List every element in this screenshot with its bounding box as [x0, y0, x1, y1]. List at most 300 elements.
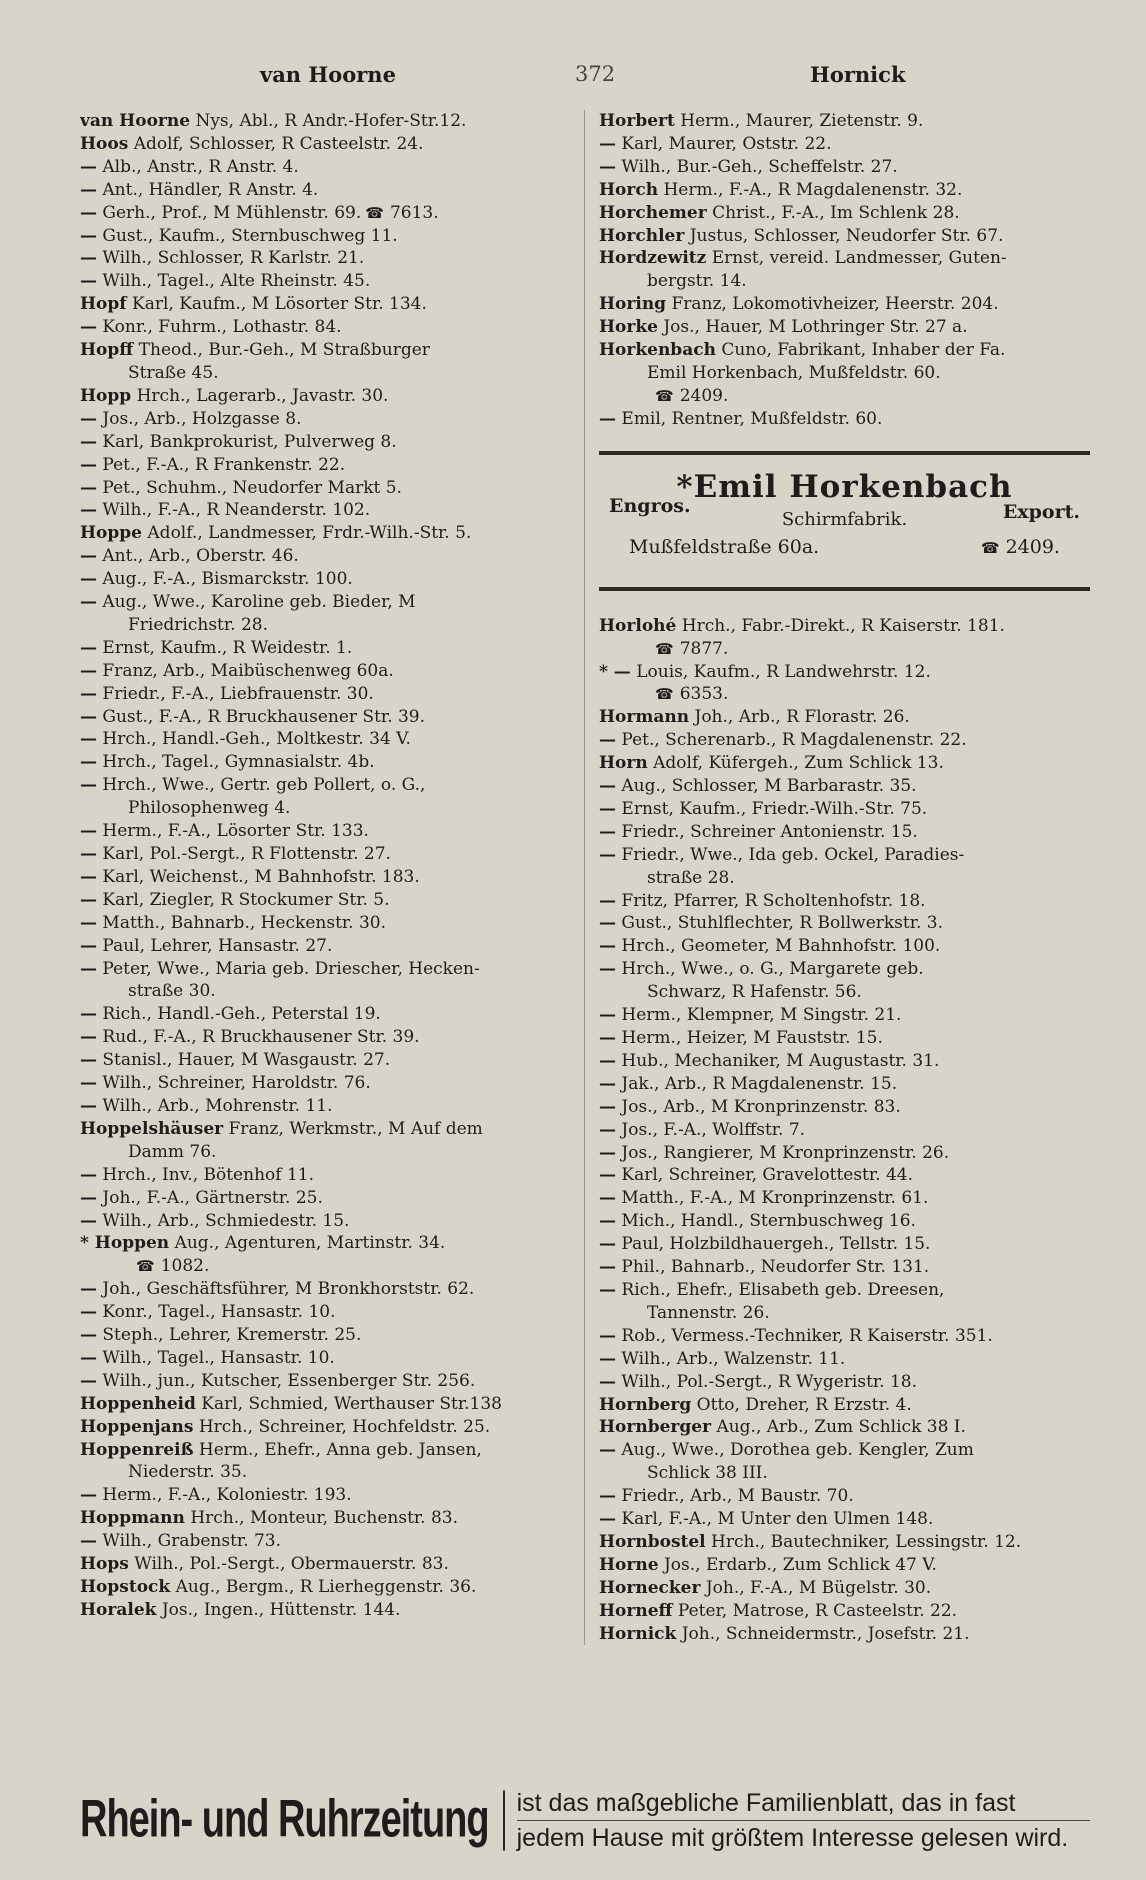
entry-surname: —	[80, 1004, 97, 1025]
entry-surname: —	[80, 889, 97, 910]
entry-details: Wilh., Tagel., Hansastr. 10.	[102, 1347, 335, 1368]
entry-surname: —	[599, 730, 616, 751]
entry-surname: Hornick	[599, 1623, 677, 1644]
directory-entry	[599, 385, 1090, 408]
left-column	[80, 110, 585, 1645]
entry-surname: —	[80, 408, 97, 429]
entry-surname: —	[599, 1073, 616, 1094]
entry-surname: —	[80, 1027, 97, 1048]
entry-details: Hrch., Lagerarb., Javastr. 30.	[136, 385, 389, 406]
directory-entry	[599, 706, 1090, 729]
entry-details: Hrch., Geometer, M Bahnhofstr. 100.	[621, 936, 941, 957]
entry-surname: —	[599, 959, 616, 980]
entry-details: Franz, Arb., Maibüschenweg 60a.	[102, 660, 394, 681]
directory-entry	[80, 1255, 574, 1278]
entry-details: Peter, Wwe., Maria geb. Driescher, Hecken-	[102, 958, 480, 979]
directory-entry	[599, 316, 1090, 339]
entry-surname: Horneff	[599, 1600, 673, 1621]
entry-details: Hrch., Fabr.-Direkt., R Kaiserstr. 181.	[681, 615, 1005, 636]
directory-entry	[80, 591, 574, 614]
entry-surname: Horchler	[599, 225, 685, 246]
entry-surname: —	[599, 1509, 616, 1530]
entry-surname: —	[599, 1211, 616, 1232]
entry-surname: Horchemer	[599, 202, 707, 223]
directory-entry	[599, 981, 1090, 1004]
entry-details: Karl, Ziegler, R Stockumer Str. 5.	[102, 889, 390, 910]
directory-entry	[80, 1118, 574, 1141]
entry-continuation: Philosophenweg 4.	[128, 798, 291, 819]
entry-surname: —	[80, 821, 97, 842]
directory-entry	[599, 1027, 1090, 1050]
directory-entry	[599, 1142, 1090, 1165]
directory-entry	[80, 1141, 574, 1164]
entry-surname: Horing	[599, 294, 667, 315]
directory-entry	[599, 1256, 1090, 1279]
entry-details: Gerh., Prof., M Mühlenstr. 69.	[102, 202, 362, 223]
directory-entry	[80, 912, 574, 935]
entry-details: Jos., Rangierer, M Kronprinzenstr. 26.	[621, 1142, 950, 1163]
entry-surname: Hoppmann	[80, 1508, 185, 1529]
entry-details: Ernst, Kaufm., Friedr.-Wilh.-Str. 75.	[621, 798, 928, 819]
directory-entry	[599, 1119, 1090, 1142]
entry-details: Adolf, Küfergeh., Zum Schlick 13.	[653, 753, 944, 774]
entry-surname: —	[599, 844, 616, 865]
directory-entry	[80, 499, 574, 522]
entry-surname: Hornberger	[599, 1417, 712, 1438]
directory-entry	[599, 798, 1090, 821]
directory-entry	[80, 202, 574, 225]
directory-entry	[80, 568, 574, 591]
directory-entry	[80, 1461, 574, 1484]
entry-details: Ernst, vereid. Landmesser, Guten-	[711, 248, 1007, 269]
entry-surname: —	[80, 248, 97, 269]
right-column	[585, 110, 1090, 1645]
directory-entry	[599, 1164, 1090, 1187]
directory-entry	[599, 247, 1090, 270]
entry-surname: —	[80, 660, 97, 681]
entry-surname: —	[599, 936, 616, 957]
entry-surname: —	[80, 592, 97, 613]
directory-entry	[599, 1187, 1090, 1210]
entry-details: Mich., Handl., Sternbuschweg 16.	[621, 1211, 916, 1232]
entry-details: Ernst, Kaufm., R Weidestr. 1.	[102, 637, 353, 658]
entry-surname: —	[80, 317, 97, 338]
entry-surname: —	[599, 1188, 616, 1209]
entry-surname: —	[80, 1370, 97, 1391]
entry-surname: —	[599, 1165, 616, 1186]
entry-details: Karl, Kaufm., M Lösorter Str. 134.	[132, 294, 427, 315]
entry-surname: —	[80, 1279, 97, 1300]
entry-details: Ant., Händler, R Anstr. 4.	[102, 179, 319, 200]
entry-details: Hrch., Schreiner, Hochfeldstr. 25.	[198, 1416, 491, 1437]
entry-surname: —	[80, 1187, 97, 1208]
entry-phone: ☎ 1082.	[132, 1256, 209, 1276]
entry-surname: Horlohé	[599, 615, 677, 636]
directory-entry	[80, 1553, 574, 1576]
entry-surname: Horch	[599, 179, 659, 200]
directory-entry	[80, 385, 574, 408]
entry-details: Joh., Arb., R Florastr. 26.	[694, 707, 910, 728]
directory-entry	[80, 179, 574, 202]
entry-details: Aug., Wwe., Karoline geb. Bieder, M	[102, 592, 416, 613]
entry-details: Hrch., Monteur, Buchenstr. 83.	[190, 1508, 459, 1529]
entry-surname: Hoppenreiß	[80, 1439, 194, 1460]
entry-surname: —	[80, 752, 97, 773]
directory-entry	[599, 638, 1090, 661]
entry-details: Jak., Arb., R Magdalenenstr. 15.	[621, 1073, 898, 1094]
entry-surname: —	[599, 1050, 616, 1071]
directory-entry	[599, 179, 1090, 202]
entry-details: Friedr., Wwe., Ida geb. Ockel, Paradies-	[621, 844, 965, 865]
entry-surname: —	[80, 179, 97, 200]
entry-surname: —	[599, 156, 616, 177]
entry-surname: Hornberg	[599, 1394, 692, 1415]
directory-entry	[599, 1462, 1090, 1485]
entry-surname: —	[599, 133, 616, 154]
entry-details: Hrch., Bautechniker, Lessingstr. 12.	[711, 1531, 1022, 1552]
entry-details: Ant., Arb., Oberstr. 46.	[102, 546, 299, 567]
directory-entry	[599, 958, 1090, 981]
entry-details: Karl, F.-A., M Unter den Ulmen 148.	[621, 1509, 934, 1530]
entry-details: Wilh., Bur.-Geh., Scheffelstr. 27.	[621, 156, 898, 177]
entry-surname: —	[80, 1302, 97, 1323]
entry-details: Joh., F.-A., M Bügelstr. 30.	[705, 1577, 932, 1598]
entry-details: Herm., Klempner, M Singstr. 21.	[621, 1005, 902, 1026]
entry-details: Hrch., Inv., Bötenhof 11.	[102, 1164, 314, 1185]
directory-entry	[80, 980, 574, 1003]
entry-surname: —	[80, 431, 97, 452]
directory-entry	[599, 133, 1090, 156]
directory-entry	[80, 1393, 574, 1416]
entry-surname: —	[599, 1257, 616, 1278]
entry-details: Franz, Lokomotivheizer, Heerstr. 204.	[671, 294, 999, 315]
directory-entry	[80, 935, 574, 958]
entry-continuation: Friedrichstr. 28.	[128, 614, 268, 635]
entry-surname: —	[599, 1096, 616, 1117]
entry-details: Steph., Lehrer, Kremerstr. 25.	[102, 1325, 362, 1346]
directory-entry	[80, 614, 574, 637]
directory-entry	[80, 247, 574, 270]
entry-surname: —	[80, 1050, 97, 1071]
directory-entry	[80, 431, 574, 454]
entry-details: Friedr., F.-A., Liebfrauenstr. 30.	[102, 683, 374, 704]
entry-surname: Hormann	[599, 707, 690, 728]
directory-entry	[80, 889, 574, 912]
entry-surname: —	[80, 1164, 97, 1185]
entry-surname: —	[80, 958, 97, 979]
entry-surname: —	[80, 683, 97, 704]
entry-details: Herm., Ehefr., Anna geb. Jansen,	[198, 1439, 482, 1460]
entry-phone: ☎ 7877.	[651, 639, 728, 659]
entry-details: Jos., Arb., Holzgasse 8.	[102, 408, 302, 429]
ad-engros: Engros.	[609, 494, 691, 517]
entry-details: Gust., F.-A., R Bruckhausener Str. 39.	[102, 706, 426, 727]
entry-details: Herm., F.-A., R Magdalenenstr. 32.	[663, 179, 963, 200]
right-column-top-entries	[599, 110, 1090, 431]
entry-surname: —	[80, 477, 97, 498]
entry-surname: —	[80, 775, 97, 796]
directory-entry	[599, 1073, 1090, 1096]
entry-surname: —	[599, 890, 616, 911]
header-right-keyword: Hornick	[810, 62, 906, 87]
directory-entry	[80, 1095, 574, 1118]
entry-surname: Hornbostel	[599, 1531, 706, 1552]
page-header	[80, 62, 1124, 98]
entry-continuation: bergstr. 14.	[647, 271, 747, 292]
entry-details: Rich., Ehefr., Elisabeth geb. Dreesen,	[621, 1279, 945, 1300]
entry-surname: * —	[599, 661, 631, 682]
directory-entry	[80, 1278, 574, 1301]
entry-surname: —	[599, 1279, 616, 1300]
entry-details: Wilh., Arb., Schmiedestr. 15.	[102, 1210, 350, 1231]
entry-details: Karl, Maurer, Oststr. 22.	[621, 133, 832, 154]
directory-entry	[599, 683, 1090, 706]
entry-details: Herm., Maurer, Zietenstr. 9.	[680, 111, 924, 131]
entry-details: Jos., Erdarb., Zum Schlick 47 V.	[663, 1554, 937, 1575]
directory-entry	[80, 1439, 574, 1462]
entry-details: Paul, Holzbildhauergeh., Tellstr. 15.	[621, 1234, 931, 1255]
entry-details: Emil, Rentner, Mußfeldstr. 60.	[621, 408, 883, 429]
entry-surname: Hoppelshäuser	[80, 1118, 224, 1139]
entry-details: Wilh., Schreiner, Haroldstr. 76.	[102, 1073, 371, 1094]
entry-surname: —	[599, 1234, 616, 1255]
entry-surname: —	[599, 1440, 616, 1461]
entry-surname: —	[80, 1095, 97, 1116]
directory-entry	[599, 1233, 1090, 1256]
directory-entry	[80, 843, 574, 866]
directory-entry	[80, 1049, 574, 1072]
directory-entry	[80, 408, 574, 431]
directory-entry	[80, 133, 574, 156]
ad-export: Export.	[1002, 500, 1080, 523]
entry-surname: —	[80, 1210, 97, 1231]
entry-details: Pet., Scherenarb., R Magdalenenstr. 22.	[621, 730, 967, 751]
entry-details: Adolf., Landmesser, Frdr.-Wilh.-Str. 5.	[147, 523, 472, 544]
entry-details: Adolf, Schlosser, R Casteelstr. 24.	[133, 133, 424, 154]
directory-entry	[599, 1485, 1090, 1508]
columns	[80, 110, 1124, 1645]
directory-entry	[599, 1600, 1090, 1623]
directory-entry	[599, 821, 1090, 844]
directory-entry	[599, 661, 1090, 684]
directory-entry	[599, 1004, 1090, 1027]
entry-surname: —	[80, 637, 97, 658]
entry-details: Wilh., F.-A., R Neanderstr. 102.	[102, 500, 371, 521]
directory-entry	[80, 1210, 574, 1233]
entry-details: Aug., Bergm., R Lierheggenstr. 36.	[175, 1577, 477, 1597]
entry-surname: —	[599, 1028, 616, 1048]
entry-surname: Hoppe	[80, 523, 142, 544]
directory-entry	[599, 362, 1090, 385]
entry-surname: —	[599, 821, 616, 842]
entry-phone: ☎ 6353.	[651, 684, 728, 704]
directory-entry	[599, 1416, 1090, 1439]
entry-details: Peter, Matrose, R Casteelstr. 22.	[677, 1600, 958, 1621]
entry-surname: —	[80, 569, 97, 590]
entry-details: Christ., F.-A., Im Schlenk 28.	[712, 202, 960, 223]
entry-continuation: Schwarz, R Hafenstr. 56.	[647, 982, 862, 1003]
entry-surname: —	[599, 1119, 616, 1140]
directory-entry	[599, 1279, 1090, 1302]
entry-details: Joh., F.-A., Gärtnerstr. 25.	[102, 1187, 323, 1208]
entry-surname: Hops	[80, 1554, 129, 1575]
directory-entry	[599, 752, 1090, 775]
directory-entry	[80, 820, 574, 843]
right-column-bottom-entries	[599, 615, 1090, 1646]
footer-slogan-line-2: jedem Hause mit größtem Interesse gelesen wird.	[516, 1823, 1069, 1852]
directory-entry	[80, 751, 574, 774]
directory-entry	[80, 1507, 574, 1530]
directory-entry	[599, 1394, 1090, 1417]
directory-entry	[80, 683, 574, 706]
entry-continuation: straße 28.	[647, 867, 735, 888]
entry-surname: Horn	[599, 753, 648, 774]
directory-entry	[599, 1439, 1090, 1462]
entry-surname: —	[599, 408, 616, 429]
entry-surname: —	[599, 1325, 616, 1346]
directory-entry	[80, 316, 574, 339]
entry-surname: —	[80, 912, 97, 933]
directory-entry	[80, 339, 574, 362]
directory-entry	[599, 615, 1090, 638]
directory-entry	[80, 1232, 574, 1255]
directory-entry	[80, 1301, 574, 1324]
directory-entry	[599, 890, 1090, 913]
footer-newspaper-name: Rhein- und Ruhrzeitung	[80, 1790, 505, 1850]
directory-entry	[599, 1577, 1090, 1600]
entry-details: Jos., Hauer, M Lothringer Str. 27 a.	[663, 317, 968, 338]
entry-surname: Hoppenheid	[80, 1393, 196, 1414]
entry-details: Hub., Mechaniker, M Augustastr. 31.	[621, 1050, 940, 1071]
directory-entry	[599, 293, 1090, 316]
directory-entry	[80, 637, 574, 660]
entry-details: Wilh., Pol.-Sergt., R Wygeristr. 18.	[621, 1371, 918, 1392]
ad-phone: ☎ 2409.	[977, 536, 1060, 558]
directory-entry	[599, 1554, 1090, 1577]
entry-surname: Horbert	[599, 111, 675, 131]
entry-details: Wilh., Tagel., Alte Rheinstr. 45.	[102, 271, 371, 292]
entry-continuation: straße 30.	[128, 981, 216, 1002]
entry-surname: Horkenbach	[599, 340, 716, 361]
entry-surname: —	[80, 271, 97, 292]
entry-continuation: Straße 45.	[128, 362, 219, 383]
entry-details: Aug., F.-A., Bismarckstr. 100.	[102, 569, 353, 590]
directory-entry	[599, 202, 1090, 225]
entry-surname: Hordzewitz	[599, 248, 707, 269]
directory-entry	[80, 706, 574, 729]
entry-details: Friedr., Arb., M Baustr. 70.	[621, 1486, 854, 1507]
directory-entry	[599, 1531, 1090, 1554]
entry-details: Karl, Weichenst., M Bahnhofstr. 183.	[102, 866, 420, 887]
directory-entry	[599, 110, 1090, 133]
directory-entry	[80, 1530, 574, 1553]
directory-entry	[599, 935, 1090, 958]
ad-address-line	[609, 536, 1080, 558]
entry-details: Aug., Arb., Zum Schlick 38 I.	[716, 1417, 966, 1438]
directory-entry	[80, 1324, 574, 1347]
entry-details: Theod., Bur.-Geh., M Straßburger	[138, 340, 430, 361]
directory-entry	[599, 1348, 1090, 1371]
entry-details: Joh., Schneidermstr., Josefstr. 21.	[681, 1623, 970, 1644]
entry-details: Gust., Stuhlflechter, R Bollwerkstr. 3.	[621, 913, 944, 934]
directory-entry	[599, 1508, 1090, 1531]
entry-details: Phil., Bahnarb., Neudorfer Str. 131.	[621, 1257, 930, 1278]
ad-subtitle: Schirmfabrik.	[781, 508, 908, 530]
entry-details: Cuno, Fabrikant, Inhaber der Fa.	[721, 340, 1006, 361]
entry-details: Aug., Wwe., Dorothea geb. Kengler, Zum	[621, 1440, 974, 1461]
directory-entry	[80, 797, 574, 820]
entry-details: Matth., Bahnarb., Heckenstr. 30.	[102, 912, 387, 933]
entry-details: Jos., F.-A., Wolffstr. 7.	[621, 1119, 806, 1140]
entry-details: Hrch., Handl.-Geh., Moltkestr. 34 V.	[102, 729, 411, 750]
entry-surname: —	[80, 202, 97, 223]
entry-details: Karl, Schreiner, Gravelottestr. 44.	[621, 1165, 913, 1186]
entry-details: Karl, Schmied, Werthauser Str.138	[201, 1393, 502, 1414]
directory-entry	[599, 1371, 1090, 1394]
directory-entry	[599, 1302, 1090, 1325]
entry-surname: —	[599, 1348, 616, 1369]
directory-entry	[80, 362, 574, 385]
entry-details: Jos., Arb., M Kronprinzenstr. 83.	[621, 1096, 901, 1117]
entry-details: Nys, Abl., R Andr.-Hofer-Str.12.	[195, 111, 467, 131]
directory-entry	[80, 1370, 574, 1393]
entry-surname: —	[599, 913, 616, 934]
directory-entry	[599, 1325, 1090, 1348]
entry-surname: Horke	[599, 317, 658, 338]
entry-details: Herm., Heizer, M Fauststr. 15.	[621, 1028, 883, 1048]
entry-surname: Hoppenjans	[80, 1416, 194, 1437]
directory-entry	[80, 454, 574, 477]
entry-details: Friedr., Schreiner Antonienstr. 15.	[621, 821, 918, 842]
entry-continuation: Niederstr. 35.	[128, 1462, 248, 1483]
entry-surname: Hoos	[80, 133, 129, 154]
entry-details: Otto, Dreher, R Erzstr. 4.	[696, 1394, 912, 1415]
entry-surname: —	[599, 1142, 616, 1163]
entry-surname: —	[80, 729, 97, 750]
entry-surname: —	[80, 454, 97, 475]
directory-entry	[80, 866, 574, 889]
entry-details: Wilh., Arb., Mohrenstr. 11.	[102, 1095, 333, 1116]
entry-surname: Horne	[599, 1554, 659, 1575]
directory-entry	[599, 225, 1090, 248]
entry-details: Jos., Ingen., Hüttenstr. 144.	[161, 1599, 401, 1620]
entry-surname: van Hoorne	[80, 111, 191, 131]
entry-details: Karl, Pol.-Sergt., R Flottenstr. 27.	[102, 844, 391, 864]
entry-details: Wilh., Pol.-Sergt., Obermauerstr. 83.	[134, 1554, 449, 1575]
directory-entry	[599, 156, 1090, 179]
entry-surname: —	[599, 1005, 616, 1026]
entry-surname: —	[80, 1073, 97, 1094]
entry-details: Paul, Lehrer, Hansastr. 27.	[102, 935, 333, 956]
entry-details: Franz, Werkmstr., M Auf dem	[228, 1118, 483, 1139]
entry-surname: —	[80, 500, 97, 521]
entry-details: Rob., Vermess.-Techniker, R Kaiserstr. 351.	[621, 1325, 993, 1346]
ad-street: Mußfeldstraße 60a.	[629, 535, 820, 558]
entry-details: Pet., Schuhm., Neudorfer Markt 5.	[102, 477, 402, 498]
directory-entry	[80, 110, 574, 133]
directory-entry	[599, 1096, 1090, 1119]
directory-entry	[80, 293, 574, 316]
entry-surname: —	[80, 866, 97, 887]
directory-entry	[80, 774, 574, 797]
directory-entry	[599, 1050, 1090, 1073]
directory-entry	[80, 1576, 574, 1599]
entry-surname: —	[80, 1325, 97, 1346]
footer-slogan-line-1: ist das maßgebliche Familienblatt, das in fast	[517, 1786, 1090, 1821]
directory-entry	[80, 1003, 574, 1026]
directory-entry	[80, 225, 574, 248]
entry-surname: —	[80, 1485, 97, 1506]
